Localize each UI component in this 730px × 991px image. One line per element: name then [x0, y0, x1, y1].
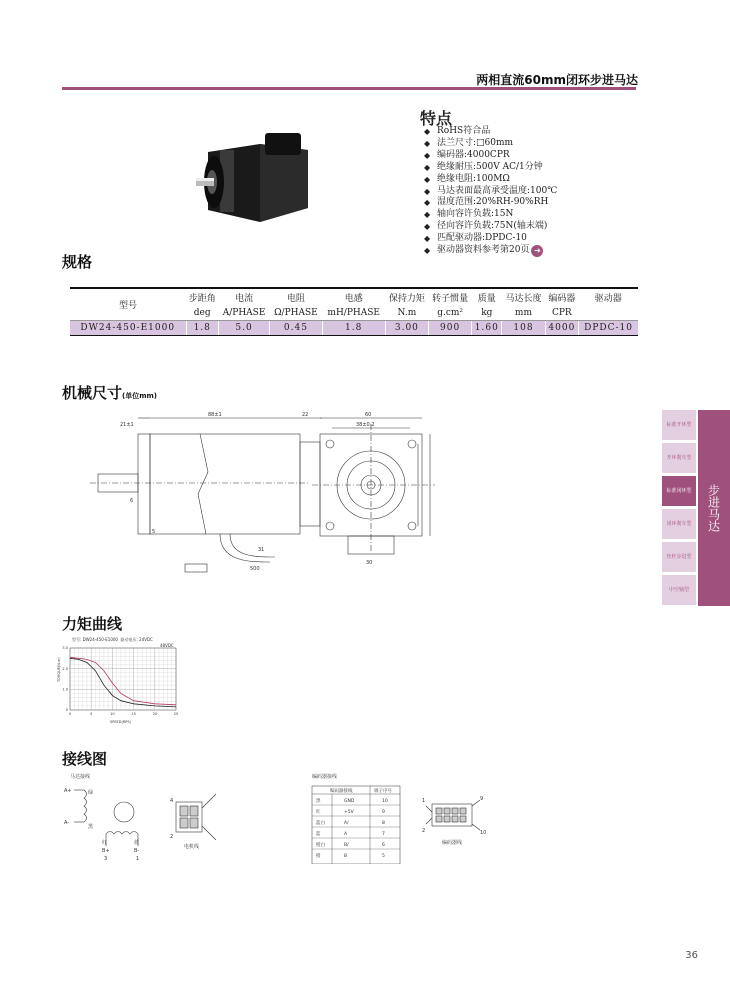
coil-label: B+ — [102, 848, 110, 854]
enc-cell: 黑 — [316, 799, 321, 804]
spec-cell: 0.45 — [270, 321, 322, 336]
coil-label: 黑 — [88, 824, 94, 830]
enc-header: 编码器接线 — [330, 789, 353, 794]
sidebar-category: 步进马达 — [698, 410, 730, 606]
spec-data-row — [70, 321, 638, 336]
dim-label: 88±1 — [208, 412, 222, 418]
spec-unit-cell: Ω/PHASE — [270, 305, 322, 321]
spec-cell: 900 — [429, 321, 472, 336]
diamond-bullet-icon: ◆ — [424, 222, 431, 232]
enc-cell: 8 — [382, 821, 385, 826]
motor-wiring-caption: 电机线 — [184, 844, 200, 850]
chart-xlabel: SPEED(RPS) — [110, 720, 131, 724]
chart-ylabel: TORQUE(N.m) — [57, 657, 61, 682]
spec-unit-cell: mH/PHASE — [322, 305, 385, 321]
feature-item: ◆ 法兰尺寸:□60mm — [424, 137, 514, 148]
motor-wiring-title: 马达接线 — [70, 774, 91, 780]
feature-item: ◆ RoHS符合品 — [424, 126, 491, 136]
enc-header: 端子序号 — [374, 789, 392, 794]
spec-header-cell: 驱动器 — [579, 288, 638, 305]
diamond-bullet-icon: ◆ — [424, 174, 431, 184]
coil-label: 绿 — [88, 790, 94, 796]
spec-cell: 4000 — [545, 321, 579, 336]
spec-header-cell: 编码器 — [545, 288, 579, 305]
sidebar-tab[interactable]: 中空轴型 — [662, 575, 696, 605]
spec-header-cell: 步距角 — [186, 288, 218, 305]
coil-label: B- — [134, 848, 140, 854]
spec-unit-cell: g.cm² — [429, 305, 472, 321]
sidebar-tab[interactable]: 丝杆步进型 — [662, 542, 696, 572]
diamond-bullet-icon: ◆ — [424, 162, 431, 172]
spec-header-cell: 转子惯量 — [429, 288, 472, 305]
y-tick-label: 2.0 — [62, 666, 68, 671]
x-tick-label: 0 — [68, 712, 72, 716]
spec-header-cell: 保持力矩 — [385, 288, 428, 305]
feature-item: ◆ 绝缘电阻:100MΩ — [424, 173, 510, 184]
torque-voltage-2: 48VDC — [160, 643, 174, 648]
spec-unit-cell — [579, 305, 638, 321]
encoder-wiring-caption: 编码器线 — [442, 840, 463, 846]
diamond-bullet-icon: ◆ — [424, 246, 431, 256]
sidebar-tab[interactable]: 闭环刹车型 — [662, 509, 696, 539]
enc-cell: 7 — [382, 832, 385, 837]
spec-unit-cell: mm — [502, 305, 545, 321]
feature-item: ◆ 绝缘耐压:500V AC/1分钟 — [424, 161, 543, 172]
diamond-bullet-icon: ◆ — [424, 186, 431, 196]
diamond-bullet-icon: ◆ — [424, 150, 431, 160]
spec-cell: 3.00 — [385, 321, 428, 336]
feature-item: ◆ 轴向容许负载:15N — [424, 209, 514, 220]
coil-label: A- — [64, 820, 70, 826]
enc-cell: A/ — [344, 821, 349, 826]
wiring-diagram — [60, 772, 490, 864]
connector-pin: 9 — [480, 796, 484, 802]
spec-header-cell: 马达长度 — [502, 288, 545, 305]
spec-cell: DPDC-10 — [579, 321, 638, 336]
dim-label: 31 — [258, 547, 265, 553]
feature-item: ◆ 匹配驱动器:DPDC-10 — [424, 233, 527, 244]
encoder-wiring-title: 编码器接线 — [312, 774, 338, 780]
x-tick-label: 5 — [90, 712, 93, 716]
spec-unit-cell: CPR — [545, 305, 579, 321]
enc-cell: B/ — [344, 843, 349, 848]
spec-header-cell: 质量 — [472, 288, 502, 305]
enc-cell: B — [344, 854, 348, 859]
torque-heading: 力矩曲线 — [62, 615, 123, 633]
enc-cell: 橙 — [316, 854, 321, 859]
spec-model-header: 型号 — [70, 288, 186, 321]
y-tick-label: 1.0 — [62, 687, 68, 692]
feature-item: ◆ 驱动器资料参考第20页 ➜ — [424, 245, 557, 257]
sidebar-tab-active[interactable]: 标准闭环型 — [662, 476, 696, 506]
chart-xticks — [69, 712, 178, 716]
features-list — [424, 126, 557, 257]
sidebar-tab[interactable]: 标准开环型 — [662, 410, 696, 440]
diamond-bullet-icon: ◆ — [424, 198, 431, 208]
y-tick-label: 3.0 — [62, 646, 68, 651]
encoder-table — [312, 786, 400, 864]
enc-cell: 5 — [382, 854, 385, 859]
spec-unit-cell: deg — [186, 305, 218, 321]
spec-cell: DW24-450-E1000 — [70, 321, 186, 336]
connector-pin: 10 — [480, 830, 487, 836]
y-tick-label: 0 — [65, 708, 68, 713]
enc-cell: 蓝白 — [316, 821, 325, 826]
enc-cell: 10 — [382, 799, 388, 804]
spec-cell: 1.8 — [322, 321, 385, 336]
features-heading: 特点 — [420, 109, 453, 128]
chart-yticks — [62, 646, 68, 712]
dim-label: 38±0.2 — [356, 422, 375, 428]
sidebar-tab[interactable]: 开环刹车型 — [662, 443, 696, 473]
enc-cell: +5V — [344, 810, 354, 815]
diamond-bullet-icon: ◆ — [424, 210, 431, 220]
feature-item: ◆ 径向容许负载:75N(轴末端) — [424, 221, 548, 232]
coil-label: 3 — [104, 856, 108, 862]
page-title: 两相直流60mm闭环步进马达 — [476, 73, 638, 87]
wiring-heading: 接线图 — [62, 750, 108, 768]
coil-label: 红 — [102, 840, 108, 846]
x-tick-label: 10 — [110, 712, 115, 716]
feature-item: ◆ 马达表面最高承受温度:100℃ — [424, 185, 558, 196]
diamond-bullet-icon: ◆ — [424, 138, 431, 148]
enc-cell: 9 — [382, 810, 385, 815]
spec-cell: 1.60 — [472, 321, 502, 336]
x-tick-label: 20 — [152, 712, 158, 716]
title-rule — [62, 87, 636, 90]
enc-cell: 红 — [316, 810, 321, 815]
enc-cell: GND — [344, 799, 355, 804]
pin-label: 2 — [170, 834, 174, 840]
spec-cell: 108 — [502, 321, 545, 336]
enc-cell: 蓝 — [316, 832, 321, 837]
dim-label: 6 — [130, 498, 134, 504]
diamond-bullet-icon: ◆ — [424, 234, 431, 244]
coil-label: 蓝 — [134, 840, 140, 846]
spec-unit-cell: N.m — [385, 305, 428, 321]
spec-table — [70, 287, 638, 336]
dim-label: 22 — [302, 412, 309, 418]
torque-model: 型号: DW24-450-E1000 — [72, 637, 118, 642]
diamond-bullet-icon: ◆ — [424, 127, 431, 136]
spec-unit-cell: A/PHASE — [218, 305, 269, 321]
feature-item: ◆ 湿度范围:20%RH-90%RH — [424, 197, 549, 208]
coil-label: A+ — [64, 788, 72, 794]
enc-cell: 橙白 — [316, 843, 325, 848]
spec-heading: 规格 — [62, 253, 93, 271]
spec-cell: 1.8 — [186, 321, 218, 336]
feature-item: ◆ 编码器:4000CPR — [424, 149, 510, 160]
spec-unit-cell: kg — [472, 305, 502, 321]
spec-header-row — [70, 288, 638, 305]
dimension-drawing — [90, 412, 450, 582]
motor-image — [190, 130, 320, 230]
spec-cell: 5.0 — [218, 321, 269, 336]
enc-cell: A — [344, 832, 348, 837]
dim-label: 5 — [152, 529, 156, 535]
spec-header-cell: 电阻 — [270, 288, 322, 305]
dim-label: 500 — [250, 566, 260, 572]
dimensions-heading: 机械尺寸(单位mm) — [62, 384, 158, 402]
spec-header-cell: 电感 — [322, 288, 385, 305]
spec-header-cell: 电流 — [218, 288, 269, 305]
torque-chart — [48, 638, 188, 726]
pin-label: 4 — [170, 798, 174, 804]
x-tick-label: 15 — [131, 712, 136, 716]
x-tick-label: 25 — [173, 712, 179, 716]
enc-cell: 6 — [382, 843, 385, 848]
arrow-right-icon: ➜ — [531, 245, 543, 257]
page-number: 36 — [685, 950, 698, 961]
connector-pin: 1 — [422, 798, 426, 804]
torque-voltage: 驱动电压: 24VDC — [120, 637, 153, 642]
connector-pin: 2 — [422, 828, 426, 834]
dim-label: 60 — [365, 412, 372, 418]
dim-label: 30 — [366, 560, 373, 566]
dim-label: 21±1 — [120, 422, 134, 428]
coil-label: 1 — [136, 856, 140, 862]
